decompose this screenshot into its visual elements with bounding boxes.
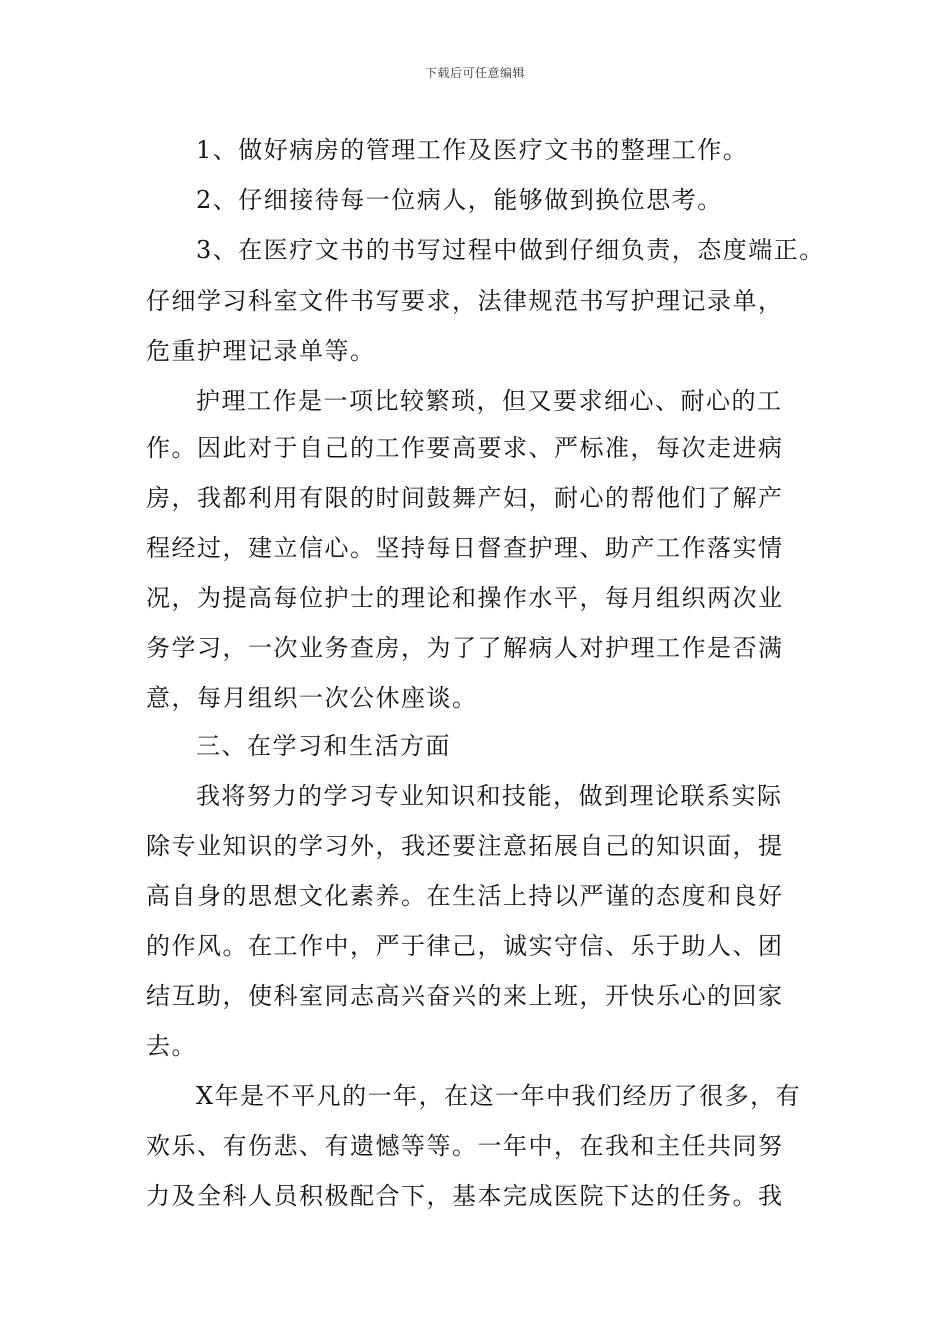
text-line: 结互助，使科室同志高兴奋兴的来上班，开快乐心的回家 — [146, 982, 784, 1010]
text-line: 护理工作是一项比较繁琐，但又要求细心、耐心的工 — [196, 387, 783, 415]
page-header: 下载后可任意编辑 — [424, 66, 525, 80]
text-line: 我将努力的学习专业知识和技能，做到理论联系实际 — [196, 782, 783, 810]
text-line: 务学习，一次业务查房，为了了解病人对护理工作是否满 — [146, 634, 784, 662]
text-line: 除专业知识的学习外，我还要注意拓展自己的知识面，提 — [146, 832, 784, 860]
text-line: 高自身的思想文化素养。在生活上持以严谨的态度和良好 — [146, 882, 784, 910]
section-heading: 三、在学习和生活方面 — [196, 732, 451, 760]
text-line: 作。因此对于自己的工作要高要求、严标准，每次走进病 — [146, 434, 784, 462]
text-line: 况，为提高每位护士的理论和操作水平，每月组织两次业 — [146, 584, 784, 612]
text-line: 去。 — [146, 1032, 197, 1060]
text-line: 3、在医疗文书的书写过程中做到仔细负责，态度端正。 — [196, 236, 825, 264]
text-line: 欢乐、有伤悲、有遗憾等等。一年中，在我和主任共同努 — [146, 1132, 784, 1160]
text-line: 力及全科人员积极配合下，基本完成医院下达的任务。我 — [146, 1182, 784, 1210]
text-line: 2、仔细接待每一位病人，能够做到换位思考。 — [196, 186, 723, 214]
text-line: 程经过，建立信心。坚持每日督查护理、助产工作落实情 — [146, 534, 784, 562]
text-line: 的作风。在工作中，严于律己，诚实守信、乐于助人、团 — [146, 932, 784, 960]
text-line: 1、做好病房的管理工作及医疗文书的整理工作。 — [196, 136, 749, 164]
text-line: 意，每月组织一次公休座谈。 — [146, 684, 478, 712]
text-line: 仔细学习科室文件书写要求，法律规范书写护理记录单， — [146, 287, 784, 315]
text-line: 危重护理记录单等。 — [146, 337, 376, 365]
text-line: X年是不平凡的一年，在这一年中我们经历了很多，有 — [196, 1082, 802, 1110]
text-line: 房，我都利用有限的时间鼓舞产妇，耐心的帮他们了解产 — [146, 484, 784, 512]
